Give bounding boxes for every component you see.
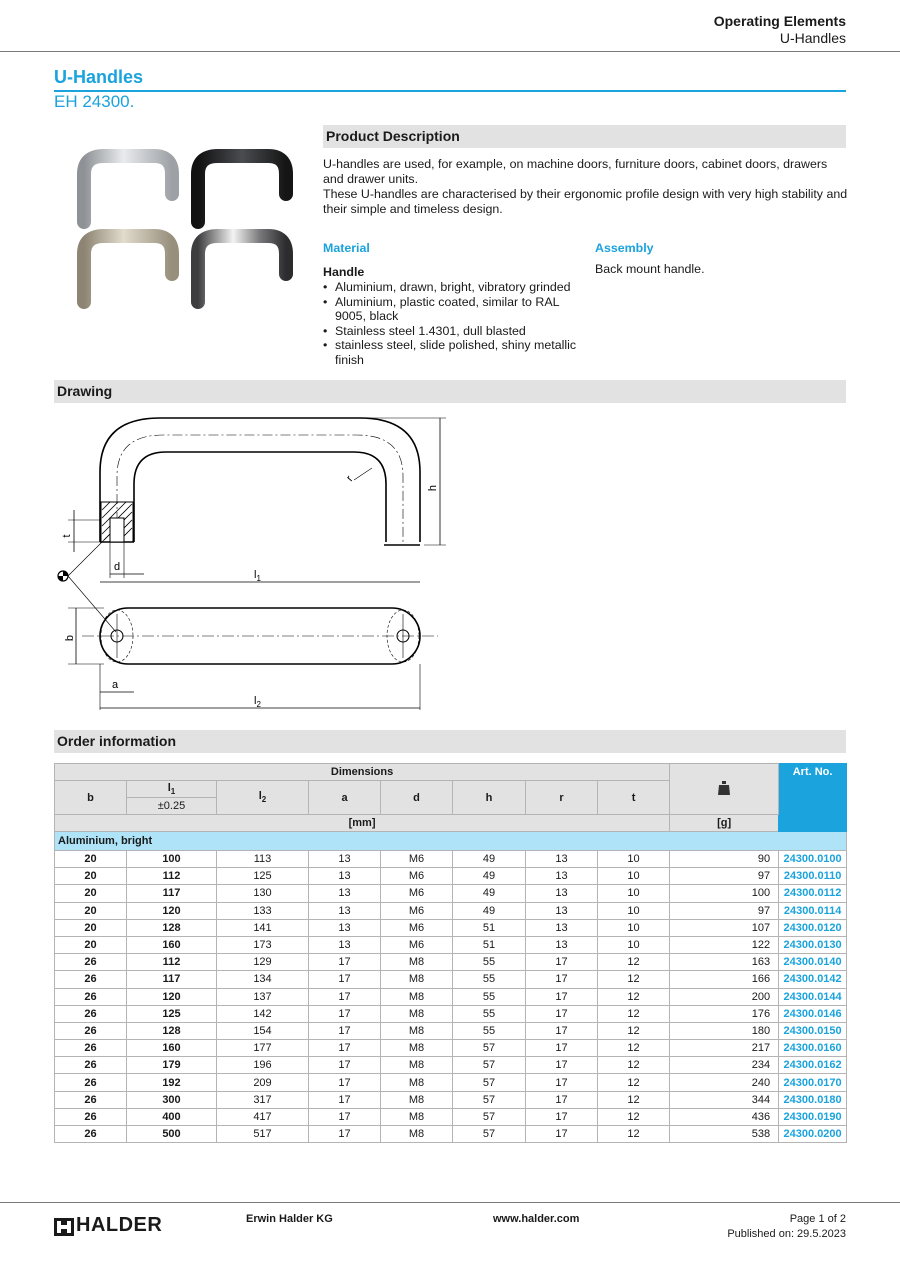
cell-d: M8	[381, 1040, 453, 1057]
cell-r: 13	[526, 902, 598, 919]
col-t: t	[598, 781, 670, 815]
dim-label-l1: $l_1$	[254, 569, 261, 583]
dim-label-h: h	[427, 484, 439, 492]
art-no-link[interactable]: 24300.0146	[779, 1005, 847, 1022]
cell-b: 26	[55, 971, 127, 988]
cell-a: 17	[309, 1040, 381, 1057]
product-description-text	[323, 157, 848, 217]
table-row	[55, 1126, 847, 1143]
cell-d: M8	[381, 1005, 453, 1022]
material-item: • Aluminium, drawn, bright, vibratory grinded	[323, 280, 578, 295]
cell-l1: 192	[127, 1074, 217, 1091]
cell-g: 163	[670, 954, 779, 971]
art-no-link[interactable]: 24300.0142	[779, 971, 847, 988]
material-heading: Material	[323, 241, 370, 255]
art-no-link[interactable]: 24300.0180	[779, 1091, 847, 1108]
cell-d: M8	[381, 1108, 453, 1125]
cell-t: 12	[598, 1074, 670, 1091]
table-row	[55, 902, 847, 919]
cell-g: 234	[670, 1057, 779, 1074]
weight-icon	[718, 781, 730, 795]
table-row	[55, 1005, 847, 1022]
cell-g: 344	[670, 1091, 779, 1108]
table-row	[55, 1057, 847, 1074]
unit-mm: [mm]	[55, 815, 670, 832]
col-b: b	[55, 781, 127, 815]
art-no-link[interactable]: 24300.0112	[779, 885, 847, 902]
cell-a: 13	[309, 885, 381, 902]
cell-b: 20	[55, 919, 127, 936]
art-no-link[interactable]: 24300.0162	[779, 1057, 847, 1074]
cell-d: M6	[381, 936, 453, 953]
cell-g: 176	[670, 1005, 779, 1022]
dimensions-header: Dimensions	[55, 764, 670, 781]
cell-l1: 179	[127, 1057, 217, 1074]
table-row	[55, 1040, 847, 1057]
cell-r: 17	[526, 1108, 598, 1125]
cell-r: 17	[526, 1022, 598, 1039]
cell-h: 57	[453, 1126, 526, 1143]
cell-t: 10	[598, 868, 670, 885]
art-no-link[interactable]: 24300.0160	[779, 1040, 847, 1057]
cell-b: 26	[55, 954, 127, 971]
col-a: a	[309, 781, 381, 815]
cell-d: M6	[381, 851, 453, 868]
cell-r: 17	[526, 1126, 598, 1143]
art-no-link[interactable]: 24300.0130	[779, 936, 847, 953]
material-item: • Aluminium, plastic coated, similar to RAL 9005, black	[323, 295, 578, 324]
handle-steel	[198, 236, 286, 302]
art-no-header: Art. No.	[779, 764, 847, 832]
title-divider	[54, 90, 846, 92]
dim-label-l2: $l_2$	[254, 695, 261, 709]
art-no-link[interactable]: 24300.0190	[779, 1108, 847, 1125]
col-l2: $l_2$	[217, 781, 309, 815]
cell-a: 17	[309, 1074, 381, 1091]
cell-a: 13	[309, 851, 381, 868]
cell-l1: 117	[127, 885, 217, 902]
cell-h: 55	[453, 954, 526, 971]
cell-r: 17	[526, 988, 598, 1005]
halder-logo-icon	[54, 1216, 74, 1238]
cell-d: M6	[381, 902, 453, 919]
table-row	[55, 1108, 847, 1125]
footer-published-date: Published on: 29.5.2023	[727, 1228, 846, 1240]
cell-h: 51	[453, 919, 526, 936]
cell-l1: 128	[127, 1022, 217, 1039]
halder-logo-text: HALDER	[76, 1214, 163, 1236]
cell-b: 26	[55, 1057, 127, 1074]
cell-d: M8	[381, 971, 453, 988]
cell-g: 100	[670, 885, 779, 902]
cell-g: 97	[670, 868, 779, 885]
cell-h: 55	[453, 1005, 526, 1022]
cell-d: M8	[381, 1057, 453, 1074]
order-table	[54, 763, 847, 1143]
cell-l2: 177	[217, 1040, 309, 1057]
unit-g: [g]	[670, 815, 779, 832]
cell-r: 17	[526, 1005, 598, 1022]
cell-g: 200	[670, 988, 779, 1005]
col-l1-tolerance: ±0.25	[127, 798, 217, 815]
table-row	[55, 988, 847, 1005]
cell-l1: 112	[127, 868, 217, 885]
col-h: h	[453, 781, 526, 815]
cell-d: M8	[381, 1126, 453, 1143]
cell-t: 12	[598, 954, 670, 971]
cell-b: 20	[55, 936, 127, 953]
cell-h: 57	[453, 1074, 526, 1091]
art-no-link[interactable]: 24300.0170	[779, 1074, 847, 1091]
cell-b: 26	[55, 1074, 127, 1091]
cell-g: 436	[670, 1108, 779, 1125]
page-title: U-Handles	[54, 67, 144, 87]
cell-a: 17	[309, 988, 381, 1005]
dim-label-r: r	[344, 473, 356, 484]
table-row	[55, 1074, 847, 1091]
cell-b: 20	[55, 851, 127, 868]
cell-r: 13	[526, 919, 598, 936]
cell-a: 13	[309, 936, 381, 953]
cell-g: 166	[670, 971, 779, 988]
cell-h: 49	[453, 868, 526, 885]
product-description-heading: Product Description	[323, 125, 846, 148]
cell-r: 13	[526, 936, 598, 953]
handle-brass	[84, 236, 172, 302]
dim-label-t: t	[61, 534, 73, 538]
cell-l1: 120	[127, 902, 217, 919]
cell-l1: 128	[127, 919, 217, 936]
cell-a: 17	[309, 1005, 381, 1022]
cell-t: 12	[598, 1091, 670, 1108]
cell-l2: 417	[217, 1108, 309, 1125]
cell-a: 17	[309, 1126, 381, 1143]
dim-label-b: b	[64, 634, 76, 642]
cell-t: 10	[598, 919, 670, 936]
cell-l2: 125	[217, 868, 309, 885]
cell-l2: 141	[217, 919, 309, 936]
art-no-link[interactable]: 24300.0140	[779, 954, 847, 971]
cell-d: M8	[381, 1022, 453, 1039]
cell-a: 17	[309, 954, 381, 971]
dim-label-a: a	[112, 679, 119, 691]
handle-black	[198, 156, 286, 222]
cell-d: M8	[381, 988, 453, 1005]
cell-b: 26	[55, 1091, 127, 1108]
cell-g: 97	[670, 902, 779, 919]
material-item: • stainless steel, slide polished, shiny metallic finish	[323, 338, 578, 367]
footer-page-number: Page 1 of 2	[789, 1213, 846, 1225]
cell-l2: 173	[217, 936, 309, 953]
cell-d: M6	[381, 885, 453, 902]
handle-outline-inner	[134, 452, 386, 542]
table-row	[55, 851, 847, 868]
cell-d: M6	[381, 868, 453, 885]
table-row	[55, 885, 847, 902]
cell-r: 17	[526, 1074, 598, 1091]
cell-l2: 133	[217, 902, 309, 919]
cell-t: 10	[598, 902, 670, 919]
description-para-1: U-handles are used, for example, on machine doors, furniture doors, cabinet doors, drawers and drawer units.	[323, 157, 828, 186]
cell-b: 20	[55, 902, 127, 919]
cell-r: 17	[526, 1040, 598, 1057]
table-row	[55, 936, 847, 953]
table-row	[55, 919, 847, 936]
assembly-text: Back mount handle.	[595, 262, 705, 276]
col-r: r	[526, 781, 598, 815]
cell-t: 12	[598, 1040, 670, 1057]
weight-header	[670, 764, 779, 815]
order-information-heading: Order information	[54, 730, 846, 753]
product-image	[70, 148, 300, 318]
subcategory-label: U-Handles	[779, 30, 846, 46]
art-no-link[interactable]: 24300.0120	[779, 919, 847, 936]
cell-g: 538	[670, 1126, 779, 1143]
cell-a: 13	[309, 902, 381, 919]
cell-g: 107	[670, 919, 779, 936]
cell-r: 17	[526, 1091, 598, 1108]
cell-l2: 209	[217, 1074, 309, 1091]
cell-l1: 120	[127, 988, 217, 1005]
art-no-link[interactable]: 24300.0100	[779, 851, 847, 868]
cell-b: 26	[55, 1022, 127, 1039]
col-l1: $l_1$	[127, 781, 217, 798]
cell-h: 57	[453, 1057, 526, 1074]
cell-l2: 113	[217, 851, 309, 868]
cell-d: M8	[381, 1091, 453, 1108]
cell-d: M8	[381, 1074, 453, 1091]
cell-l1: 500	[127, 1126, 217, 1143]
cell-h: 55	[453, 971, 526, 988]
cell-a: 17	[309, 1057, 381, 1074]
cell-l2: 130	[217, 885, 309, 902]
technical-drawing	[54, 410, 454, 720]
table-row	[55, 954, 847, 971]
cell-a: 17	[309, 1022, 381, 1039]
page-subtitle: EH 24300.	[54, 92, 135, 111]
cell-b: 26	[55, 1126, 127, 1143]
cell-l1: 100	[127, 851, 217, 868]
table-row	[55, 1091, 847, 1108]
cell-b: 26	[55, 1040, 127, 1057]
cell-h: 49	[453, 902, 526, 919]
cell-t: 12	[598, 1022, 670, 1039]
material-item: • Stainless steel 1.4301, dull blasted	[323, 324, 578, 339]
cell-h: 51	[453, 936, 526, 953]
cell-d: M6	[381, 919, 453, 936]
cell-l2: 137	[217, 988, 309, 1005]
cell-l2: 317	[217, 1091, 309, 1108]
handle-silver	[84, 156, 172, 222]
cell-l1: 160	[127, 936, 217, 953]
cell-t: 12	[598, 1005, 670, 1022]
cell-t: 12	[598, 971, 670, 988]
cell-h: 57	[453, 1040, 526, 1057]
cell-g: 240	[670, 1074, 779, 1091]
art-no-link[interactable]: 24300.0144	[779, 988, 847, 1005]
col-d: d	[381, 781, 453, 815]
table-row	[55, 868, 847, 885]
dim-label-d: d	[114, 561, 121, 573]
cell-b: 20	[55, 885, 127, 902]
material-subheading: Handle	[323, 265, 365, 279]
cell-h: 57	[453, 1091, 526, 1108]
cell-l1: 117	[127, 971, 217, 988]
cell-b: 26	[55, 1108, 127, 1125]
cell-t: 12	[598, 1108, 670, 1125]
art-no-link[interactable]: 24300.0114	[779, 902, 847, 919]
cell-l2: 517	[217, 1126, 309, 1143]
cell-l1: 112	[127, 954, 217, 971]
cell-t: 10	[598, 851, 670, 868]
cell-r: 17	[526, 971, 598, 988]
cell-a: 17	[309, 1091, 381, 1108]
category-label: Operating Elements	[713, 13, 846, 29]
cell-g: 122	[670, 936, 779, 953]
cell-r: 13	[526, 868, 598, 885]
cell-r: 13	[526, 885, 598, 902]
cell-l2: 154	[217, 1022, 309, 1039]
cell-g: 90	[670, 851, 779, 868]
cell-b: 20	[55, 868, 127, 885]
cell-r: 13	[526, 851, 598, 868]
table-row	[55, 971, 847, 988]
cell-t: 10	[598, 885, 670, 902]
cell-b: 26	[55, 1005, 127, 1022]
art-no-link[interactable]: 24300.0110	[779, 868, 847, 885]
cell-h: 57	[453, 1108, 526, 1125]
cell-g: 217	[670, 1040, 779, 1057]
description-para-2: These U-handles are characterised by their ergonomic profile design with very high stability and their simple and timeless design.	[323, 187, 848, 216]
cell-l2: 196	[217, 1057, 309, 1074]
cell-l1: 400	[127, 1108, 217, 1125]
cell-a: 17	[309, 1108, 381, 1125]
footer-company: Erwin Halder KG	[246, 1213, 333, 1225]
cell-r: 17	[526, 954, 598, 971]
cell-h: 55	[453, 988, 526, 1005]
cell-r: 17	[526, 1057, 598, 1074]
cell-t: 12	[598, 1057, 670, 1074]
cell-t: 10	[598, 936, 670, 953]
cell-l2: 129	[217, 954, 309, 971]
cell-a: 13	[309, 919, 381, 936]
footer-website[interactable]: www.halder.com	[493, 1213, 580, 1225]
footer-divider	[0, 1202, 900, 1203]
cell-l2: 134	[217, 971, 309, 988]
assembly-heading: Assembly	[595, 241, 654, 255]
cell-d: M8	[381, 954, 453, 971]
art-no-link[interactable]: 24300.0200	[779, 1126, 847, 1143]
cell-a: 17	[309, 971, 381, 988]
cell-a: 13	[309, 868, 381, 885]
cell-l1: 160	[127, 1040, 217, 1057]
drawing-heading: Drawing	[54, 380, 846, 403]
page-header	[0, 0, 900, 52]
cell-h: 49	[453, 851, 526, 868]
material-list	[323, 280, 578, 368]
material-group-row: Aluminium, bright	[55, 832, 847, 851]
cell-l1: 300	[127, 1091, 217, 1108]
cell-b: 26	[55, 988, 127, 1005]
table-row	[55, 1022, 847, 1039]
cell-l1: 125	[127, 1005, 217, 1022]
cell-l2: 142	[217, 1005, 309, 1022]
cell-t: 12	[598, 988, 670, 1005]
cell-t: 12	[598, 1126, 670, 1143]
art-no-link[interactable]: 24300.0150	[779, 1022, 847, 1039]
cell-g: 180	[670, 1022, 779, 1039]
cell-h: 55	[453, 1022, 526, 1039]
cell-h: 49	[453, 885, 526, 902]
